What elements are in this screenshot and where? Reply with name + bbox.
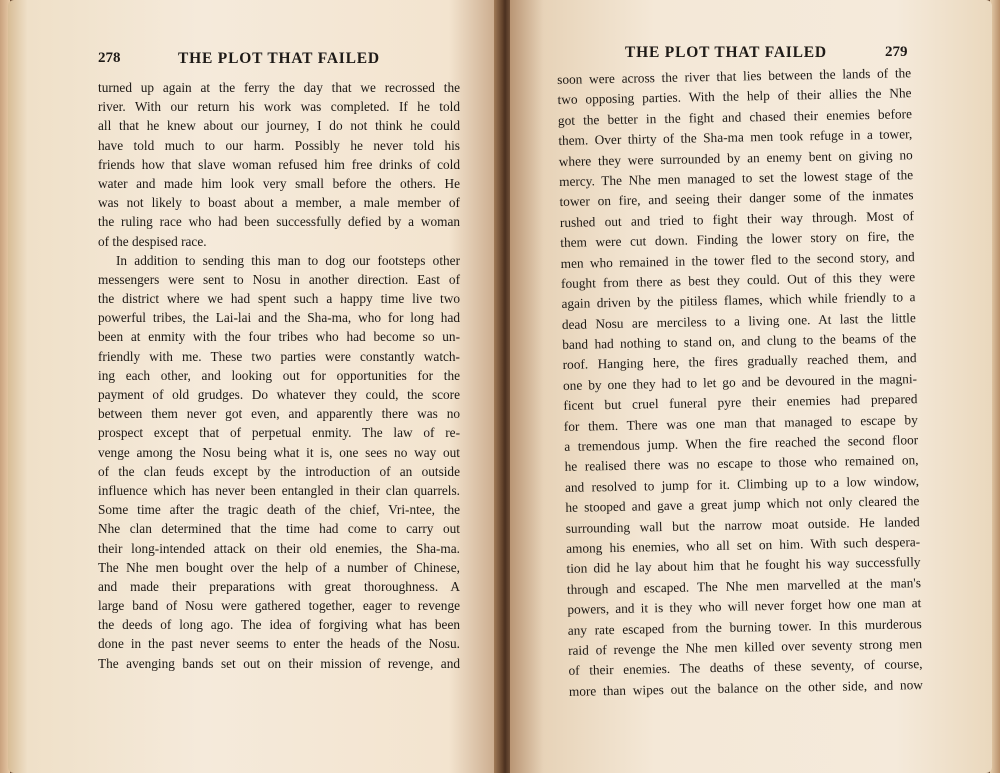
- text-line: was not likely to boast about a member, a male member of: [98, 195, 460, 211]
- text-line: got the better in the fight and chased their enemies before: [557, 105, 913, 128]
- text-line: large band of Nosu were gathered together, eager to revenge: [98, 598, 460, 614]
- running-title: THE PLOT THAT FAILED: [178, 50, 380, 67]
- text-line: friends how that slave woman refused him free drinks of cold: [98, 156, 460, 172]
- page-number: 279: [885, 44, 908, 60]
- text-line: raid of revenge the Nhe men killed over seventy strong men: [567, 636, 923, 658]
- text-line: any rate escaped from the burning tower. In this murderous: [567, 615, 922, 638]
- text-line: their long-intended attack on their old enemies, the Sha-ma.: [98, 540, 460, 556]
- text-line: them were cut down. Finding the lower story on fire, the: [560, 228, 915, 251]
- running-title: THE PLOT THAT FAILED: [625, 44, 827, 61]
- text-line: powers, and it is they who will never forget how one man at: [567, 595, 922, 618]
- text-line: ficent but cruel funeral pyre their enemies had prepared: [563, 391, 918, 414]
- text-line: surrounding wall but the narrow moat outside. He landed: [565, 513, 920, 536]
- text-line: of their enemies. The deaths of these seventy, of course,: [568, 656, 923, 679]
- text-line: venge among the Nosu being what it is, one sees no way out: [98, 444, 460, 460]
- text-line: powerful tribes, the Lai-lai and the Sha-ma, who for long had: [98, 310, 460, 326]
- text-line: again driven by the pitiless flames, which while friendly to a: [561, 289, 916, 312]
- text-line: rushed out and tried to fight their way through. Most of: [559, 207, 915, 230]
- text-line: through and escaped. The Nhe men marvelled at the man's: [566, 574, 922, 597]
- text-line: messengers were sent to Nosu in another direction. East of: [98, 271, 460, 287]
- text-line: he stooped and gave a great jump which not only cleared the: [565, 493, 920, 516]
- text-line: and made their preparations with great thoroughness. A: [98, 578, 460, 594]
- text-line: Some time after the tragic death of the chief, Vri-ntee, the: [98, 502, 460, 518]
- text-line: soon were across the river that lies between the lands of the: [557, 65, 912, 87]
- text-line: influence which has never been entangled in their clan quarrels.: [98, 482, 460, 498]
- text-line: been at enmity with the four tribes who had become so un-: [98, 329, 460, 345]
- text-line: one by one they had to let go and be devoured in the magni-: [562, 371, 918, 393]
- text-line: the district where we had spent such a happy time live two: [98, 291, 460, 307]
- text-line: turned up again at the ferry the day that we recrossed the: [98, 80, 460, 95]
- text-line: of the clan feuds except by the introduction of an outside: [98, 463, 460, 479]
- text-line: all that he knew about our journey, I do not think he could: [98, 118, 460, 134]
- text-line: a tremendous jump. When the fire reached the second floor: [564, 432, 919, 454]
- text-line: and resolved to jump for it. Climbing up to a low window,: [564, 472, 920, 495]
- text-line: The Nhe men bought over the help of a number of Chinese,: [98, 559, 460, 575]
- text-line: two opposing parties. With the help of their allies the Nhe: [557, 85, 912, 108]
- text-line: river. With our return his work was completed. If he told: [98, 99, 460, 115]
- text-line: where they were surrounded by an enemy bent on giving no: [558, 146, 913, 169]
- text-line: band had nothing to stand on, and clung to the beams of the: [562, 330, 917, 353]
- text-line: of the despised race.: [98, 233, 207, 249]
- text-line: mercy. The Nhe men managed to set the lowest stage of the: [558, 167, 914, 189]
- left-page: [8, 0, 498, 773]
- text-line: the deeds of long ago. The idea of forgiving what has been: [98, 617, 460, 633]
- text-line: more than wipes out the balance on the other side, and now: [568, 676, 924, 699]
- page-body-text: [557, 63, 923, 702]
- text-line: friendly with me. These two parties were constantly watch-: [98, 348, 460, 364]
- text-line: among his enemies, who all set on him. With such despera-: [566, 534, 921, 556]
- text-line: payment of old grudges. Do whatever they could, the score: [98, 387, 460, 402]
- text-line: The avenging bands set out on their mission of revenge, and: [98, 655, 460, 671]
- text-line: roof. Hanging here, the fires gradually reached them, and: [562, 350, 917, 373]
- text-line: dead Nosu are merciless to a living one. At last the little: [561, 309, 916, 332]
- text-line: them. Over thirty of the Sha-ma men took refuge in a tower,: [558, 126, 913, 149]
- text-line: between them never got even, and apparently there was no: [98, 406, 460, 422]
- text-line: he realised there was no escape to those who remained on,: [564, 452, 919, 475]
- text-line: have told much to our harm. Possibly he never told his: [98, 137, 460, 153]
- text-line: the ruling race who had been successfully defied by a woman: [98, 214, 460, 230]
- page-body-text: [98, 78, 460, 673]
- right-page: [510, 0, 992, 773]
- text-line: fought from there as best they could. Out of this they were: [560, 269, 916, 291]
- text-line: Nhe clan determined that the time had come to carry out: [98, 521, 460, 537]
- text-line: water and made him look very small before the others. He: [98, 175, 460, 191]
- text-line: for them. There was one man that managed to escape by: [563, 411, 918, 434]
- page-number: 278: [98, 50, 121, 66]
- text-line: tower on fire, and seeing their danger some of the inmates: [559, 187, 914, 210]
- text-line: prospect except that of perpetual enmity. The law of re-: [98, 425, 460, 441]
- text-line: In addition to sending this man to dog our footsteps other: [116, 252, 460, 268]
- text-line: ing each other, and looking out for opportunities for the: [98, 367, 460, 383]
- text-line: men who remained in the tower fled to the second story, and: [560, 248, 915, 271]
- text-line: tion did he lay about him that he fought his way successfully: [566, 554, 921, 577]
- text-line: done in the past never seems to enter the heads of the Nosu.: [98, 636, 460, 652]
